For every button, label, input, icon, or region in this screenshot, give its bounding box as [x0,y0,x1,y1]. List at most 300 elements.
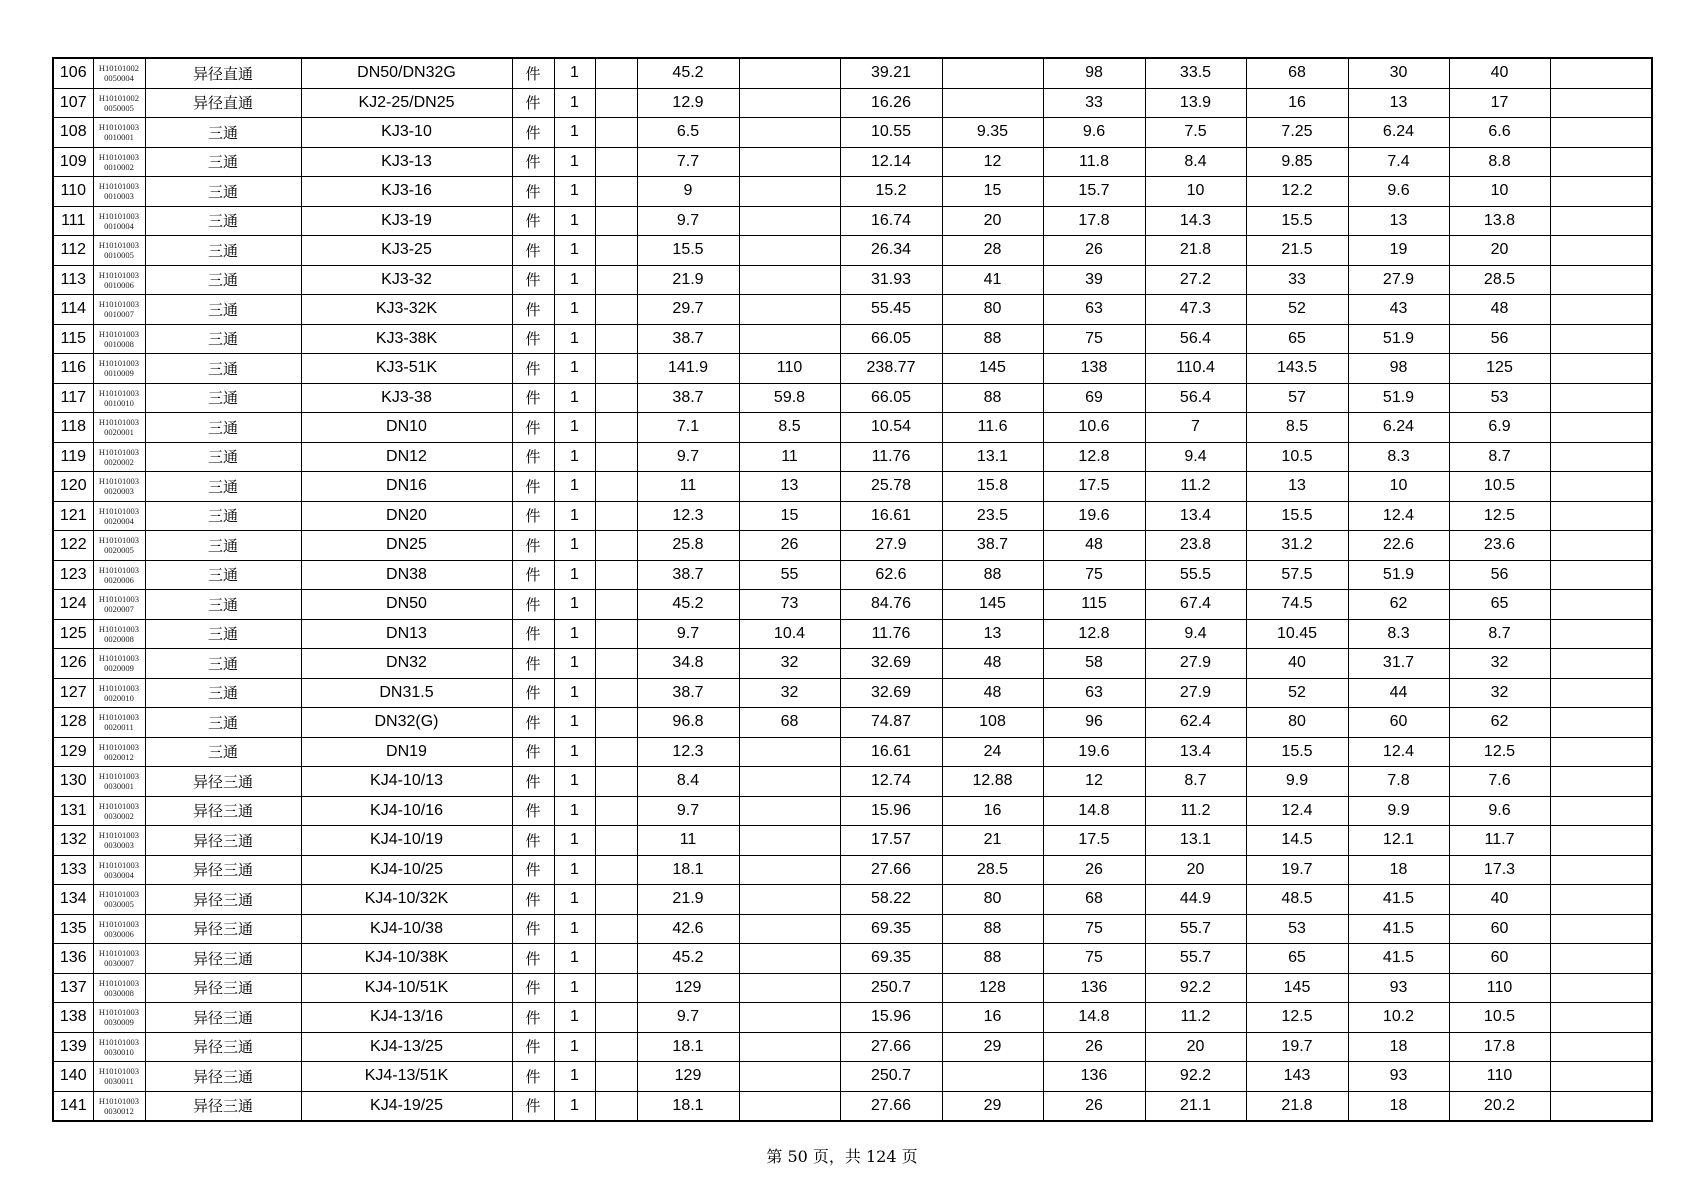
price-cell-v3: 32 [739,649,840,679]
price-cell-v8: 65 [1246,944,1348,974]
price-cell-v6: 26 [1043,236,1145,266]
item-name: 三通 [145,413,301,443]
price-cell-v7: 7.5 [1145,118,1246,148]
price-cell-v5: 15.8 [942,472,1043,502]
price-cell-v7: 55.7 [1145,914,1246,944]
item-unit: 件 [512,531,554,561]
price-cell-v8: 12.2 [1246,177,1348,207]
price-cell-v4: 10.55 [840,118,942,148]
price-cell-v5: 80 [942,295,1043,325]
price-cell-v11 [1550,914,1652,944]
price-cell-v8: 19.7 [1246,855,1348,885]
price-cell-v2: 6.5 [637,118,739,148]
table-row [53,177,1652,207]
item-spec: KJ4-10/32K [301,885,512,915]
price-cell-v11 [1550,973,1652,1003]
item-spec: KJ3-32 [301,265,512,295]
price-cell-v9: 12.1 [1348,826,1449,856]
price-cell-v9: 18 [1348,1091,1449,1121]
price-cell-v8: 12.5 [1246,1003,1348,1033]
row-number: 128 [53,708,93,738]
price-cell-v2: 129 [637,1062,739,1092]
price-cell-v11 [1550,708,1652,738]
price-cell-v9: 12.4 [1348,501,1449,531]
price-cell-v2: 9.7 [637,1003,739,1033]
price-cell-v1 [595,619,637,649]
price-cell-v6: 138 [1043,354,1145,384]
price-cell-v5: 88 [942,944,1043,974]
row-number: 114 [53,295,93,325]
price-cell-v9: 10.2 [1348,1003,1449,1033]
item-code-line1: H10101003 [98,505,140,516]
item-code-line1: H10101003 [98,476,140,487]
item-name: 三通 [145,472,301,502]
item-code [93,855,145,885]
price-cell-v6: 10.6 [1043,413,1145,443]
price-cell-v9: 13 [1348,88,1449,118]
price-cell-v7: 13.4 [1145,501,1246,531]
item-spec: KJ4-10/19 [301,826,512,856]
item-code-line1: H10101003 [98,417,140,428]
item-spec: KJ3-38K [301,324,512,354]
item-spec: KJ4-10/13 [301,767,512,797]
item-name: 三通 [145,177,301,207]
row-number: 133 [53,855,93,885]
price-cell-v4: 69.35 [840,944,942,974]
price-cell-v2: 9.7 [637,619,739,649]
item-name: 异径直通 [145,88,301,118]
price-cell-v10: 6.9 [1449,413,1550,443]
item-code-line2: 0030007 [104,958,134,969]
price-cell-v3 [739,147,840,177]
price-cell-v6: 63 [1043,295,1145,325]
price-cell-v7: 13.1 [1145,826,1246,856]
price-cell-v4: 66.05 [840,383,942,413]
price-cell-v8: 13 [1246,472,1348,502]
table-row [53,590,1652,620]
price-cell-v11 [1550,177,1652,207]
price-cell-v1 [595,649,637,679]
price-cell-v10: 12.5 [1449,501,1550,531]
price-cell-v8: 52 [1246,678,1348,708]
price-cell-v6: 58 [1043,649,1145,679]
item-code [93,796,145,826]
item-spec: KJ4-19/25 [301,1091,512,1121]
price-cell-v5 [942,88,1043,118]
price-cell-v8: 10.45 [1246,619,1348,649]
item-unit: 件 [512,118,554,148]
item-spec: KJ3-32K [301,295,512,325]
table-row [53,295,1652,325]
item-unit: 件 [512,973,554,1003]
price-cell-v6: 17.5 [1043,472,1145,502]
price-cell-v8: 145 [1246,973,1348,1003]
price-cell-v9: 30 [1348,58,1449,88]
price-cell-v4: 27.66 [840,1091,942,1121]
item-quantity: 1 [554,973,595,1003]
item-name: 异径三通 [145,885,301,915]
row-number: 111 [53,206,93,236]
price-cell-v4: 62.6 [840,560,942,590]
price-cell-v10: 32 [1449,649,1550,679]
price-cell-v4: 16.61 [840,737,942,767]
table-row [53,88,1652,118]
price-cell-v4: 74.87 [840,708,942,738]
item-spec: KJ3-10 [301,118,512,148]
item-unit: 件 [512,1062,554,1092]
item-quantity: 1 [554,1003,595,1033]
price-cell-v2: 11 [637,826,739,856]
item-unit: 件 [512,1091,554,1121]
row-number: 136 [53,944,93,974]
item-code [93,973,145,1003]
price-cell-v6: 19.6 [1043,737,1145,767]
item-spec: DN10 [301,413,512,443]
price-cell-v4: 11.76 [840,619,942,649]
price-cell-v6: 26 [1043,1032,1145,1062]
item-name: 三通 [145,295,301,325]
item-spec: DN13 [301,619,512,649]
price-cell-v11 [1550,354,1652,384]
item-code-line2: 0010008 [104,338,134,349]
table-row [53,708,1652,738]
row-number: 127 [53,678,93,708]
table-row [53,413,1652,443]
item-code-line1: H10101003 [98,564,140,575]
table-row [53,442,1652,472]
price-cell-v4: 39.21 [840,58,942,88]
price-cell-v10: 8.7 [1449,442,1550,472]
price-cell-v4: 15.96 [840,1003,942,1033]
price-cell-v2: 42.6 [637,914,739,944]
item-code-line1: H10101003 [98,948,140,959]
item-unit: 件 [512,855,554,885]
item-name: 三通 [145,678,301,708]
item-name: 异径三通 [145,1032,301,1062]
price-cell-v8: 10.5 [1246,442,1348,472]
price-cell-v9: 44 [1348,678,1449,708]
item-code-line1: H10101003 [98,712,140,723]
price-cell-v2: 18.1 [637,1032,739,1062]
price-cell-v3 [739,324,840,354]
item-quantity: 1 [554,944,595,974]
item-code-line1: H10101003 [98,1036,140,1047]
item-unit: 件 [512,560,554,590]
item-spec: DN50 [301,590,512,620]
price-cell-v10: 12.5 [1449,737,1550,767]
item-code-line2: 0030009 [104,1017,134,1028]
price-cell-v5: 13 [942,619,1043,649]
item-code-line1: H10101003 [98,269,140,280]
price-cell-v10: 8.7 [1449,619,1550,649]
table-row [53,147,1652,177]
price-cell-v4: 32.69 [840,649,942,679]
price-cell-v1 [595,501,637,531]
price-cell-v7: 33.5 [1145,58,1246,88]
item-code-line1: H10101003 [98,299,140,310]
price-cell-v8: 57 [1246,383,1348,413]
item-quantity: 1 [554,1032,595,1062]
item-unit: 件 [512,58,554,88]
item-quantity: 1 [554,472,595,502]
price-cell-v5 [942,1062,1043,1092]
row-number: 119 [53,442,93,472]
item-code-line1: H10101003 [98,1095,140,1106]
price-cell-v1 [595,295,637,325]
item-quantity: 1 [554,885,595,915]
price-cell-v10: 20 [1449,236,1550,266]
price-cell-v2: 18.1 [637,855,739,885]
item-code [93,560,145,590]
price-cell-v5: 15 [942,177,1043,207]
price-cell-v4: 250.7 [840,973,942,1003]
price-cell-v1 [595,442,637,472]
price-cell-v11 [1550,206,1652,236]
price-cell-v1 [595,236,637,266]
price-cell-v5: 41 [942,265,1043,295]
price-cell-v9: 60 [1348,708,1449,738]
row-number: 116 [53,354,93,384]
price-cell-v4: 69.35 [840,914,942,944]
price-cell-v1 [595,885,637,915]
price-cell-v6: 12.8 [1043,442,1145,472]
price-cell-v10: 7.6 [1449,767,1550,797]
price-cell-v11 [1550,324,1652,354]
price-cell-v3 [739,177,840,207]
table-row [53,914,1652,944]
price-cell-v1 [595,1032,637,1062]
item-name: 三通 [145,590,301,620]
price-cell-v8: 80 [1246,708,1348,738]
item-code-line2: 0030002 [104,810,134,821]
item-spec: KJ3-51K [301,354,512,384]
item-quantity: 1 [554,501,595,531]
item-name: 三通 [145,383,301,413]
price-cell-v7: 10 [1145,177,1246,207]
price-cell-v3 [739,1062,840,1092]
price-cell-v2: 45.2 [637,590,739,620]
price-cell-v3 [739,1003,840,1033]
price-cell-v2: 8.4 [637,767,739,797]
item-code-line2: 0030008 [104,987,134,998]
item-quantity: 1 [554,737,595,767]
price-cell-v10: 60 [1449,944,1550,974]
price-cell-v5: 88 [942,324,1043,354]
item-unit: 件 [512,177,554,207]
item-quantity: 1 [554,118,595,148]
price-cell-v10: 10.5 [1449,1003,1550,1033]
item-code [93,501,145,531]
price-cell-v6: 17.5 [1043,826,1145,856]
price-cell-v11 [1550,531,1652,561]
price-cell-v11 [1550,1032,1652,1062]
price-cell-v9: 7.4 [1348,147,1449,177]
price-cell-v6: 33 [1043,88,1145,118]
price-cell-v7: 14.3 [1145,206,1246,236]
item-code [93,619,145,649]
price-cell-v10: 9.6 [1449,796,1550,826]
price-cell-v2: 7.1 [637,413,739,443]
price-cell-v1 [595,560,637,590]
price-cell-v11 [1550,265,1652,295]
item-name: 三通 [145,206,301,236]
table-body [53,58,1652,1121]
price-cell-v7: 11.2 [1145,796,1246,826]
price-cell-v4: 16.26 [840,88,942,118]
item-unit: 件 [512,265,554,295]
price-cell-v4: 27.66 [840,855,942,885]
price-cell-v4: 16.61 [840,501,942,531]
price-cell-v6: 17.8 [1043,206,1145,236]
item-spec: DN32 [301,649,512,679]
item-code-line2: 0010002 [104,161,134,172]
item-name: 异径三通 [145,855,301,885]
price-cell-v3 [739,88,840,118]
price-cell-v10: 53 [1449,383,1550,413]
price-cell-v1 [595,383,637,413]
item-quantity: 1 [554,88,595,118]
item-code-line2: 0020003 [104,486,134,497]
price-cell-v7: 110.4 [1145,354,1246,384]
item-quantity: 1 [554,590,595,620]
price-cell-v2: 141.9 [637,354,739,384]
row-number: 139 [53,1032,93,1062]
item-quantity: 1 [554,295,595,325]
price-cell-v6: 48 [1043,531,1145,561]
item-code-line1: H10101003 [98,181,140,192]
price-cell-v7: 9.4 [1145,619,1246,649]
table-row [53,354,1652,384]
price-cell-v5: 88 [942,560,1043,590]
table-row [53,1062,1652,1092]
price-cell-v1 [595,590,637,620]
price-cell-v3 [739,118,840,148]
item-unit: 件 [512,206,554,236]
item-code-line2: 0010009 [104,368,134,379]
item-code-line1: H10101003 [98,682,140,693]
row-number: 125 [53,619,93,649]
item-unit: 件 [512,324,554,354]
item-code [93,118,145,148]
price-cell-v8: 21.5 [1246,236,1348,266]
row-number: 107 [53,88,93,118]
row-number: 110 [53,177,93,207]
price-cell-v1 [595,767,637,797]
item-spec: KJ4-10/38 [301,914,512,944]
item-unit: 件 [512,885,554,915]
item-quantity: 1 [554,177,595,207]
price-cell-v7: 55.5 [1145,560,1246,590]
item-quantity: 1 [554,236,595,266]
price-cell-v4: 26.34 [840,236,942,266]
price-cell-v11 [1550,295,1652,325]
price-cell-v4: 27.66 [840,1032,942,1062]
price-cell-v6: 75 [1043,324,1145,354]
item-unit: 件 [512,442,554,472]
price-cell-v2: 129 [637,973,739,1003]
item-code-line1: H10101003 [98,653,140,664]
item-quantity: 1 [554,265,595,295]
price-cell-v3 [739,767,840,797]
price-cell-v11 [1550,944,1652,974]
item-name: 三通 [145,560,301,590]
price-cell-v2: 45.2 [637,944,739,974]
price-cell-v7: 56.4 [1145,324,1246,354]
price-cell-v7: 55.7 [1145,944,1246,974]
price-cell-v7: 62.4 [1145,708,1246,738]
price-cell-v6: 14.8 [1043,796,1145,826]
price-cell-v7: 21.8 [1145,236,1246,266]
price-cell-v1 [595,147,637,177]
item-code [93,58,145,88]
item-code-line2: 0020007 [104,604,134,615]
item-spec: KJ2-25/DN25 [301,88,512,118]
item-code-line2: 0030001 [104,781,134,792]
price-cell-v7: 8.7 [1145,767,1246,797]
item-name: 异径三通 [145,1091,301,1121]
price-cell-v5: 16 [942,796,1043,826]
price-cell-v5: 9.35 [942,118,1043,148]
price-cell-v8: 65 [1246,324,1348,354]
price-cell-v3 [739,1091,840,1121]
item-code-line1: H10101003 [98,446,140,457]
item-code-line1: H10101003 [98,240,140,251]
price-cell-v3 [739,885,840,915]
item-code-line2: 0020004 [104,515,134,526]
item-spec: DN50/DN32G [301,58,512,88]
price-cell-v10: 28.5 [1449,265,1550,295]
price-cell-v11 [1550,737,1652,767]
item-code-line1: H10101003 [98,889,140,900]
table-row [53,383,1652,413]
price-cell-v7: 23.8 [1145,531,1246,561]
item-spec: DN16 [301,472,512,502]
item-unit: 件 [512,383,554,413]
price-cell-v11 [1550,383,1652,413]
price-cell-v1 [595,737,637,767]
item-name: 三通 [145,324,301,354]
price-cell-v3 [739,58,840,88]
item-code-line2: 0020002 [104,456,134,467]
price-cell-v9: 51.9 [1348,560,1449,590]
price-cell-v9: 9.9 [1348,796,1449,826]
price-cell-v6: 19.6 [1043,501,1145,531]
price-cell-v5: 88 [942,914,1043,944]
item-spec: KJ4-13/25 [301,1032,512,1062]
item-name: 异径三通 [145,767,301,797]
price-cell-v7: 47.3 [1145,295,1246,325]
price-cell-v2: 18.1 [637,1091,739,1121]
price-cell-v11 [1550,885,1652,915]
price-cell-v1 [595,472,637,502]
price-cell-v10: 10 [1449,177,1550,207]
item-name: 异径三通 [145,1062,301,1092]
price-cell-v5: 88 [942,383,1043,413]
price-cell-v1 [595,708,637,738]
price-cell-v6: 26 [1043,1091,1145,1121]
item-name: 三通 [145,649,301,679]
price-cell-v4: 58.22 [840,885,942,915]
price-cell-v7: 67.4 [1145,590,1246,620]
item-unit: 件 [512,1003,554,1033]
price-cell-v10: 17 [1449,88,1550,118]
price-cell-v10: 10.5 [1449,472,1550,502]
price-cell-v8: 7.25 [1246,118,1348,148]
price-cell-v1 [595,1003,637,1033]
price-cell-v2: 12.9 [637,88,739,118]
item-name: 三通 [145,118,301,148]
item-code-line1: H10101003 [98,358,140,369]
